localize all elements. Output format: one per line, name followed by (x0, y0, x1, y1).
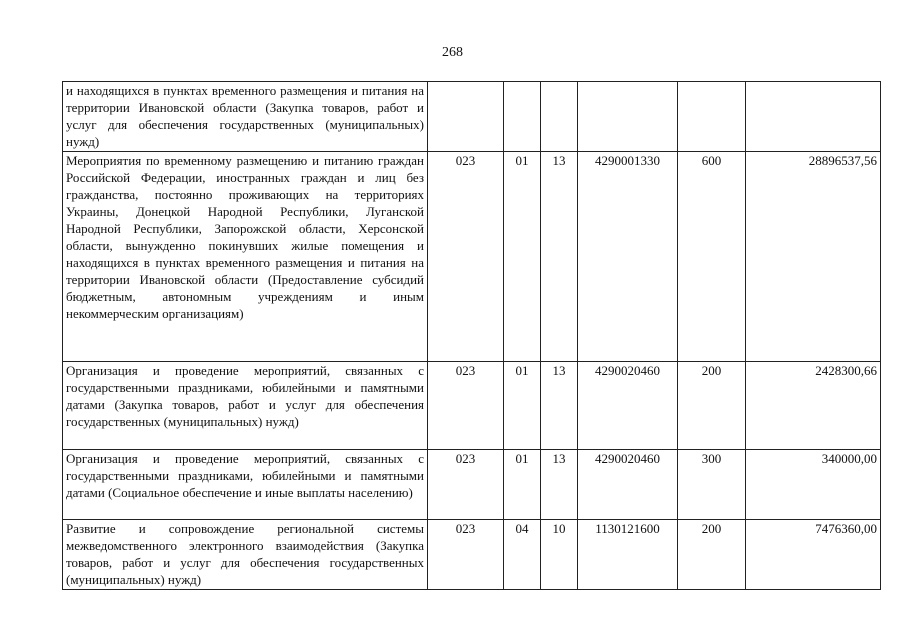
grbs-code (428, 82, 504, 152)
subsection-code (541, 82, 578, 152)
amount: 2428300,66 (746, 362, 881, 450)
section-code: 01 (504, 152, 541, 362)
table-row (63, 450, 881, 520)
table-row (63, 152, 881, 362)
expense-type-code: 200 (678, 520, 746, 590)
budget-table (62, 81, 881, 590)
target-item-code: 1130121600 (578, 520, 678, 590)
page-number: 268 (442, 45, 463, 60)
expense-type-code: 600 (678, 152, 746, 362)
grbs-code: 023 (428, 450, 504, 520)
subsection-code: 13 (541, 152, 578, 362)
section-code: 04 (504, 520, 541, 590)
amount: 28896537,56 (746, 152, 881, 362)
table-row (63, 82, 881, 152)
expense-type-code (678, 82, 746, 152)
grbs-code: 023 (428, 362, 504, 450)
section-code: 01 (504, 362, 541, 450)
target-item-code: 4290020460 (578, 362, 678, 450)
table-row (63, 362, 881, 450)
amount: 7476360,00 (746, 520, 881, 590)
subsection-code: 13 (541, 362, 578, 450)
subsection-code: 10 (541, 520, 578, 590)
grbs-code: 023 (428, 520, 504, 590)
expense-description: Мероприятия по временному размещению и питанию граждан Российской Федерации, иностранных граждан и лиц без гражданства, постоянно проживающих на территориях Украины, Донецкой Народной Республики, Луганской Народной Республики, Запорожской области, Херсонской области, вынужденно покинувших жилые помещения и находящихся в пунктах временного размещения и питания на территории Ивановской области (Предоставление субсидий бюджетным, автономным учреждениям и иным некоммерческим организациям) (63, 152, 428, 362)
amount: 340000,00 (746, 450, 881, 520)
target-item-code: 4290001330 (578, 152, 678, 362)
subsection-code: 13 (541, 450, 578, 520)
table-row (63, 520, 881, 590)
section-code: 01 (504, 450, 541, 520)
expense-description: Развитие и сопровождение региональной системы межведомственного электронного взаимодействия (Закупка товаров, работ и услуг для обеспечения государственных (муниципальных) нужд) (63, 520, 428, 590)
target-item-code: 4290020460 (578, 450, 678, 520)
expense-type-code: 200 (678, 362, 746, 450)
expense-description: Организация и проведение мероприятий, связанных с государственными праздниками, юбилейными и памятными датами (Социальное обеспечение и иные выплаты населению) (63, 450, 428, 520)
expense-description: Организация и проведение мероприятий, связанных с государственными праздниками, юбилейными и памятными датами (Закупка товаров, работ и услуг для обеспечения государственных (муниципальных) нужд) (63, 362, 428, 450)
target-item-code (578, 82, 678, 152)
amount (746, 82, 881, 152)
expense-description: и находящихся в пунктах временного размещения и питания на территории Ивановской области (Закупка товаров, работ и услуг для обеспечения государственных (муниципальных) нужд) (63, 82, 428, 152)
section-code (504, 82, 541, 152)
expense-type-code: 300 (678, 450, 746, 520)
grbs-code: 023 (428, 152, 504, 362)
